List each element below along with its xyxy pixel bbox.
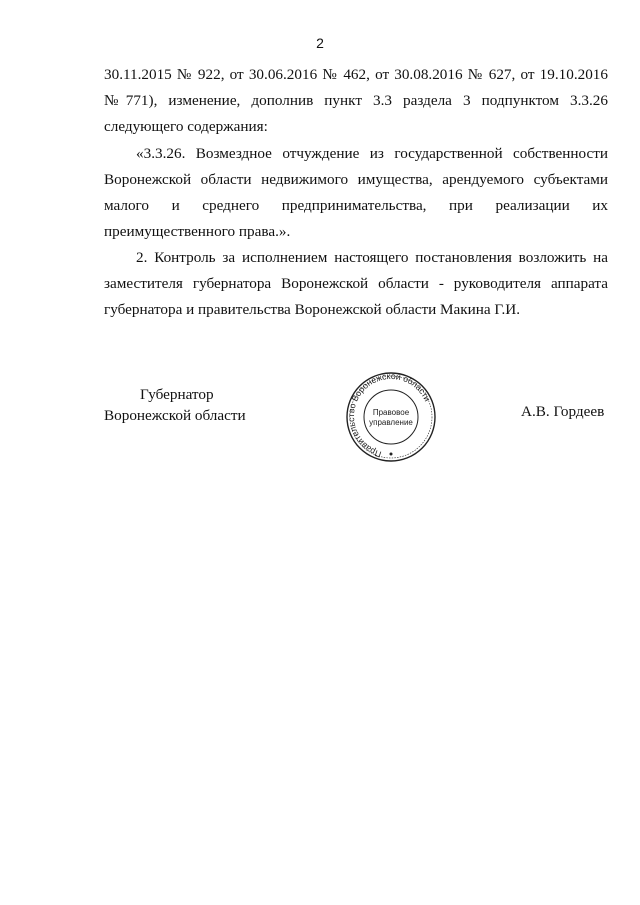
- stamp-center-line2: управление: [369, 418, 413, 427]
- signatory-title: [104, 384, 246, 426]
- text-line: №771), изменение, дополнив пункт 3.3 раздела 3 подпунктом 3.3.26: [104, 92, 608, 109]
- stamp-ring-text: Правительство Воронежской области: [345, 371, 433, 460]
- stamp-center-line1: Правовое: [372, 408, 410, 417]
- paragraph-control: [104, 245, 608, 323]
- paragraph-amendment: [104, 62, 608, 140]
- text-line: заместителя губернатора Воронежской области - руководителя аппарата: [104, 275, 608, 292]
- official-stamp: [341, 371, 441, 463]
- paragraph-quoted-clause: [104, 141, 608, 245]
- text-line: следующего содержания:: [104, 118, 268, 135]
- signatory-title-line2: Воронежской области: [104, 407, 246, 424]
- text-line: «3.3.26. Возмездное отчуждение из государственной собственности: [136, 145, 608, 162]
- text-line: преимущественного права.».: [104, 223, 291, 240]
- text-line: Воронежской области недвижимого имущества, арендуемого субъектами: [104, 171, 608, 188]
- signatory-title-line1: Губернатор: [140, 386, 214, 403]
- text-line: губернатора и правительства Воронежской области Макина Г.И.: [104, 301, 521, 318]
- signatory-name: А.В. Гордеев: [521, 403, 605, 420]
- text-line: 2. Контроль за исполнением настоящего постановления возложить на: [136, 249, 608, 266]
- page-number: 2: [316, 35, 324, 51]
- text-line: 30.11.2015 № 922, от 30.06.2016 № 462, от 30.08.2016 № 627, от 19.10.2016: [104, 66, 608, 83]
- text-line: малого и среднего предпринимательства, при реализации их: [104, 197, 608, 214]
